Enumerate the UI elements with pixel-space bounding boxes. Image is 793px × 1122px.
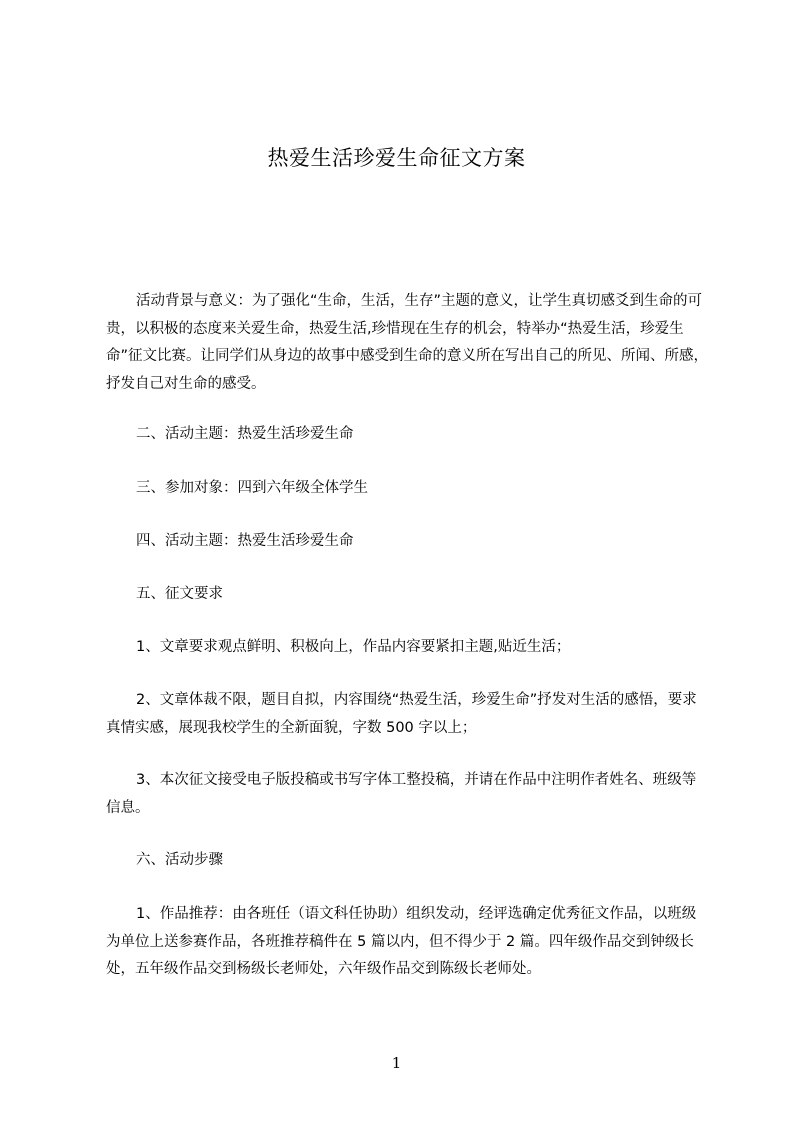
section-activity-theme: 二、活动主题：热爱生活珍爱生命	[136, 426, 354, 442]
document-title: 热爱生活珍爱生命征文方案	[267, 146, 526, 170]
background-paragraph: 活动背景与意义：为了强化“生命，生活，生存”主题的意义，让学生真切感爻到生命的可贵，以积极的态度来关爱生命，热爱生活,珍惜现在生存的机会，特举办“热爱生活，珍爱生命”征文比赛。让同学们从身边的故事中感受到生命的意义所在写出自己的所见、所闻、所感，抒发自己对生命的感受。	[106, 293, 709, 392]
step-item-1: 1、作品推荐：由各班任（语文科任协助）组织发动，经评选确定优秀征文作品，以班级为单位上送参赛作品，各班推荐稿件在 5 篇以内，但不得少于 2 篇。四年级作品交到钟级长处，五年级作品交到杨级长老师处，六年级作品交到陈级长老师处。	[106, 906, 697, 977]
page-number: 1	[391, 1054, 402, 1072]
requirement-item-1: 1、文章要求观点鲜明、积极向上，作品内容要紧扣主题,贴近生活；	[136, 639, 571, 655]
requirement-item-2: 2、文章体裁不限，题目自拟，内容围绕“热爱生活，珍爱生命”抒发对生活的感悟，要求真情实感，展现我校学生的全新面貌，字数 500 字以上；	[106, 692, 697, 736]
requirement-item-3: 3、本次征文接受电子版投稿或书写字体工整投稿，并请在作品中注明作者姓名、班级等信息。	[106, 772, 697, 816]
section-participants: 三、参加对象：四到六年级全体学生	[136, 480, 368, 496]
section-activity-theme-repeat: 四、活动主题：热爱生活珍爱生命	[136, 533, 354, 549]
section-activity-steps: 六、活动步骤	[136, 852, 223, 868]
section-essay-requirements: 五、征文要求	[136, 586, 223, 602]
